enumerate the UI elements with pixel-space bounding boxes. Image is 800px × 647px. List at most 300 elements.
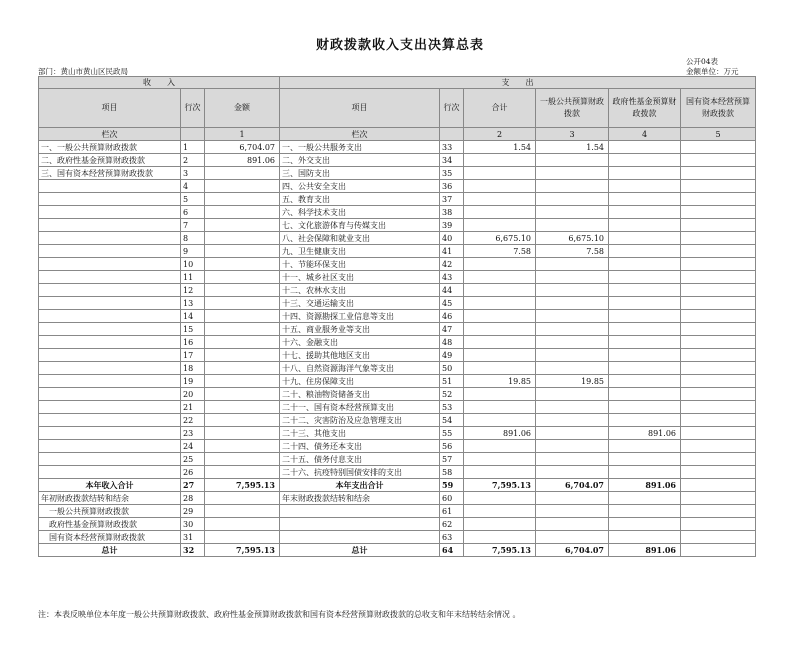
income-line: 7 bbox=[181, 219, 205, 232]
expense-line: 59 bbox=[440, 479, 464, 492]
income-line: 14 bbox=[181, 310, 205, 323]
soe-budget bbox=[681, 531, 756, 544]
table-row bbox=[39, 271, 756, 284]
table-row bbox=[39, 232, 756, 245]
soe-budget bbox=[681, 479, 756, 492]
general-budget bbox=[536, 427, 609, 440]
table-row bbox=[39, 492, 756, 505]
income-amount bbox=[205, 518, 280, 531]
soe-budget bbox=[681, 219, 756, 232]
income-amount bbox=[205, 258, 280, 271]
income-item bbox=[39, 427, 181, 440]
expense-line: 54 bbox=[440, 414, 464, 427]
income-item bbox=[39, 453, 181, 466]
income-amount bbox=[205, 310, 280, 323]
col-fund-budget: 政府性基金预算财政拨款 bbox=[609, 89, 681, 128]
general-budget bbox=[536, 401, 609, 414]
income-amount bbox=[205, 375, 280, 388]
expense-item: 十六、金融支出 bbox=[280, 336, 440, 349]
soe-budget bbox=[681, 492, 756, 505]
soe-budget bbox=[681, 193, 756, 206]
expense-line: 37 bbox=[440, 193, 464, 206]
income-amount bbox=[205, 206, 280, 219]
expense-total bbox=[464, 388, 536, 401]
expense-total: 891.06 bbox=[464, 427, 536, 440]
fund-budget bbox=[609, 141, 681, 154]
fund-budget bbox=[609, 518, 681, 531]
table-row bbox=[39, 531, 756, 544]
income-item bbox=[39, 245, 181, 258]
expense-total bbox=[464, 492, 536, 505]
income-amount bbox=[205, 388, 280, 401]
general-budget bbox=[536, 219, 609, 232]
income-amount bbox=[205, 349, 280, 362]
fund-budget bbox=[609, 271, 681, 284]
expense-total bbox=[464, 323, 536, 336]
soe-budget bbox=[681, 401, 756, 414]
income-line: 27 bbox=[181, 479, 205, 492]
expense-total bbox=[464, 440, 536, 453]
soe-budget bbox=[681, 388, 756, 401]
income-amount bbox=[205, 245, 280, 258]
income-line: 8 bbox=[181, 232, 205, 245]
col-soe-budget: 国有资本经营预算财政拨款 bbox=[681, 89, 756, 128]
income-line: 2 bbox=[181, 154, 205, 167]
income-line: 29 bbox=[181, 505, 205, 518]
income-item: 总计 bbox=[39, 544, 181, 557]
income-amount bbox=[205, 440, 280, 453]
table-note: 注：本表反映单位本年度一般公共预算财政拨款、政府性基金预算财政拨款和国有资本经营预算财政拨款的总收支和年末结转结余情况 。 bbox=[38, 610, 521, 619]
expense-line: 34 bbox=[440, 154, 464, 167]
expense-total bbox=[464, 453, 536, 466]
income-line: 19 bbox=[181, 375, 205, 388]
general-budget bbox=[536, 180, 609, 193]
soe-budget bbox=[681, 232, 756, 245]
income-amount bbox=[205, 193, 280, 206]
income-line: 31 bbox=[181, 531, 205, 544]
soe-budget bbox=[681, 310, 756, 323]
expense-line: 56 bbox=[440, 440, 464, 453]
table-row bbox=[39, 284, 756, 297]
general-budget: 7.58 bbox=[536, 245, 609, 258]
income-item bbox=[39, 310, 181, 323]
expense-total: 7,595.13 bbox=[464, 544, 536, 557]
income-line: 10 bbox=[181, 258, 205, 271]
expense-line: 51 bbox=[440, 375, 464, 388]
income-item bbox=[39, 232, 181, 245]
expense-line: 42 bbox=[440, 258, 464, 271]
income-line: 24 bbox=[181, 440, 205, 453]
general-budget bbox=[536, 505, 609, 518]
income-line: 30 bbox=[181, 518, 205, 531]
income-item bbox=[39, 193, 181, 206]
income-line: 16 bbox=[181, 336, 205, 349]
expense-item bbox=[280, 531, 440, 544]
table-row bbox=[39, 193, 756, 206]
fund-budget bbox=[609, 245, 681, 258]
expense-item: 总计 bbox=[280, 544, 440, 557]
general-budget bbox=[536, 206, 609, 219]
table-row bbox=[39, 362, 756, 375]
fund-budget: 891.06 bbox=[609, 544, 681, 557]
fund-budget bbox=[609, 375, 681, 388]
general-budget bbox=[536, 531, 609, 544]
income-amount bbox=[205, 414, 280, 427]
col-income-item: 项目 bbox=[39, 89, 181, 128]
fund-budget bbox=[609, 284, 681, 297]
income-item bbox=[39, 297, 181, 310]
table-row bbox=[39, 219, 756, 232]
table-row bbox=[39, 141, 756, 154]
soe-budget bbox=[681, 284, 756, 297]
expense-line: 35 bbox=[440, 167, 464, 180]
soe-budget bbox=[681, 349, 756, 362]
table-row bbox=[39, 154, 756, 167]
expense-total bbox=[464, 258, 536, 271]
fund-budget bbox=[609, 193, 681, 206]
income-item bbox=[39, 336, 181, 349]
soe-budget bbox=[681, 271, 756, 284]
fund-budget bbox=[609, 336, 681, 349]
colnum-3: 3 bbox=[536, 128, 609, 141]
table-row bbox=[39, 518, 756, 531]
fund-budget bbox=[609, 401, 681, 414]
general-budget: 6,675.10 bbox=[536, 232, 609, 245]
income-line: 9 bbox=[181, 245, 205, 258]
expense-line: 33 bbox=[440, 141, 464, 154]
soe-budget bbox=[681, 154, 756, 167]
soe-budget bbox=[681, 544, 756, 557]
income-item bbox=[39, 180, 181, 193]
income-item: 年初财政拨款结转和结余 bbox=[39, 492, 181, 505]
soe-budget bbox=[681, 440, 756, 453]
income-item: 三、国有资本经营预算财政拨款 bbox=[39, 167, 181, 180]
soe-budget bbox=[681, 427, 756, 440]
colnum-1: 1 bbox=[205, 128, 280, 141]
expense-line: 45 bbox=[440, 297, 464, 310]
income-line: 26 bbox=[181, 466, 205, 479]
fund-budget bbox=[609, 323, 681, 336]
expense-line: 64 bbox=[440, 544, 464, 557]
expense-item: 六、科学技术支出 bbox=[280, 206, 440, 219]
table-row bbox=[39, 323, 756, 336]
income-amount: 7,595.13 bbox=[205, 544, 280, 557]
general-budget bbox=[536, 414, 609, 427]
soe-budget bbox=[681, 414, 756, 427]
income-amount bbox=[205, 453, 280, 466]
expense-item: 十八、自然资源海洋气象等支出 bbox=[280, 362, 440, 375]
income-item bbox=[39, 206, 181, 219]
soe-budget bbox=[681, 245, 756, 258]
expense-total: 6,675.10 bbox=[464, 232, 536, 245]
expense-item: 二十六、抗疫特别国债安排的支出 bbox=[280, 466, 440, 479]
fund-budget bbox=[609, 388, 681, 401]
income-amount: 6,704.07 bbox=[205, 141, 280, 154]
table-row bbox=[39, 297, 756, 310]
expense-line: 55 bbox=[440, 427, 464, 440]
expense-line: 60 bbox=[440, 492, 464, 505]
expense-item: 十二、农林水支出 bbox=[280, 284, 440, 297]
expense-line: 57 bbox=[440, 453, 464, 466]
expense-total bbox=[464, 219, 536, 232]
expense-line: 43 bbox=[440, 271, 464, 284]
expense-item: 十九、住房保障支出 bbox=[280, 375, 440, 388]
fund-budget bbox=[609, 414, 681, 427]
colnum-label-2: 栏次 bbox=[280, 128, 440, 141]
expense-total bbox=[464, 362, 536, 375]
expense-total bbox=[464, 531, 536, 544]
income-amount bbox=[205, 427, 280, 440]
fund-budget bbox=[609, 440, 681, 453]
expense-line: 44 bbox=[440, 284, 464, 297]
expense-total bbox=[464, 310, 536, 323]
table-row bbox=[39, 206, 756, 219]
expense-total: 1.54 bbox=[464, 141, 536, 154]
income-item bbox=[39, 375, 181, 388]
colnum-label: 栏次 bbox=[39, 128, 181, 141]
expense-line: 49 bbox=[440, 349, 464, 362]
table-row bbox=[39, 505, 756, 518]
expense-total: 7,595.13 bbox=[464, 479, 536, 492]
income-item: 国有资本经营预算财政拨款 bbox=[39, 531, 181, 544]
general-budget bbox=[536, 193, 609, 206]
expense-line: 61 bbox=[440, 505, 464, 518]
expense-item: 十四、资源勘探工业信息等支出 bbox=[280, 310, 440, 323]
expense-item: 二十三、其他支出 bbox=[280, 427, 440, 440]
unit-label: 金额单位：万元 bbox=[686, 67, 739, 76]
general-budget bbox=[536, 349, 609, 362]
expense-line: 38 bbox=[440, 206, 464, 219]
income-amount bbox=[205, 531, 280, 544]
income-line: 18 bbox=[181, 362, 205, 375]
expense-line: 58 bbox=[440, 466, 464, 479]
expense-item: 十七、援助其他地区支出 bbox=[280, 349, 440, 362]
income-item bbox=[39, 401, 181, 414]
income-item bbox=[39, 323, 181, 336]
general-budget bbox=[536, 167, 609, 180]
colnum-blank-2 bbox=[440, 128, 464, 141]
income-amount bbox=[205, 219, 280, 232]
income-amount bbox=[205, 362, 280, 375]
income-line: 23 bbox=[181, 427, 205, 440]
expense-item bbox=[280, 518, 440, 531]
general-budget bbox=[536, 284, 609, 297]
soe-budget bbox=[681, 375, 756, 388]
fund-budget bbox=[609, 466, 681, 479]
fund-budget bbox=[609, 258, 681, 271]
expense-total bbox=[464, 180, 536, 193]
fund-budget bbox=[609, 453, 681, 466]
fund-budget bbox=[609, 232, 681, 245]
expense-item: 十、节能环保支出 bbox=[280, 258, 440, 271]
income-line: 5 bbox=[181, 193, 205, 206]
colnum-blank bbox=[181, 128, 205, 141]
fund-budget bbox=[609, 297, 681, 310]
expense-line: 47 bbox=[440, 323, 464, 336]
col-expense-item: 项目 bbox=[280, 89, 440, 128]
expense-total bbox=[464, 336, 536, 349]
income-amount bbox=[205, 297, 280, 310]
income-line: 21 bbox=[181, 401, 205, 414]
income-item bbox=[39, 414, 181, 427]
expense-item: 二十、粮油物资储备支出 bbox=[280, 388, 440, 401]
income-amount: 891.06 bbox=[205, 154, 280, 167]
general-budget bbox=[536, 297, 609, 310]
fund-budget bbox=[609, 154, 681, 167]
expense-item: 八、社会保障和就业支出 bbox=[280, 232, 440, 245]
table-row bbox=[39, 414, 756, 427]
expense-total: 19.85 bbox=[464, 375, 536, 388]
soe-budget bbox=[681, 336, 756, 349]
expense-line: 48 bbox=[440, 336, 464, 349]
fund-budget: 891.06 bbox=[609, 479, 681, 492]
expense-line: 62 bbox=[440, 518, 464, 531]
table-row bbox=[39, 310, 756, 323]
table-row bbox=[39, 336, 756, 349]
soe-budget bbox=[681, 167, 756, 180]
income-line: 17 bbox=[181, 349, 205, 362]
general-budget bbox=[536, 323, 609, 336]
fund-budget bbox=[609, 531, 681, 544]
fund-budget bbox=[609, 505, 681, 518]
general-budget bbox=[536, 271, 609, 284]
income-item: 本年收入合计 bbox=[39, 479, 181, 492]
general-budget: 6,704.07 bbox=[536, 544, 609, 557]
expense-line: 36 bbox=[440, 180, 464, 193]
general-budget bbox=[536, 440, 609, 453]
table-row bbox=[39, 466, 756, 479]
expense-item: 二、外交支出 bbox=[280, 154, 440, 167]
fund-budget bbox=[609, 206, 681, 219]
income-line: 1 bbox=[181, 141, 205, 154]
table-row bbox=[39, 401, 756, 414]
expense-line: 53 bbox=[440, 401, 464, 414]
income-line: 20 bbox=[181, 388, 205, 401]
fund-budget bbox=[609, 180, 681, 193]
table-row bbox=[39, 453, 756, 466]
table-row bbox=[39, 349, 756, 362]
expense-total bbox=[464, 167, 536, 180]
income-item bbox=[39, 284, 181, 297]
table-row bbox=[39, 440, 756, 453]
expense-item: 十五、商业服务业等支出 bbox=[280, 323, 440, 336]
fund-budget bbox=[609, 492, 681, 505]
income-amount bbox=[205, 401, 280, 414]
income-line: 6 bbox=[181, 206, 205, 219]
income-item bbox=[39, 349, 181, 362]
soe-budget bbox=[681, 180, 756, 193]
expense-total: 7.58 bbox=[464, 245, 536, 258]
soe-budget bbox=[681, 258, 756, 271]
expense-item: 二十五、债务付息支出 bbox=[280, 453, 440, 466]
income-item: 一般公共预算财政拨款 bbox=[39, 505, 181, 518]
soe-budget bbox=[681, 362, 756, 375]
table-row bbox=[39, 167, 756, 180]
income-line: 15 bbox=[181, 323, 205, 336]
income-line: 3 bbox=[181, 167, 205, 180]
table-row bbox=[39, 427, 756, 440]
general-budget bbox=[536, 518, 609, 531]
income-amount bbox=[205, 336, 280, 349]
income-amount bbox=[205, 271, 280, 284]
income-item: 二、政府性基金预算财政拨款 bbox=[39, 154, 181, 167]
table-row bbox=[39, 375, 756, 388]
expense-item: 二十一、国有资本经营预算支出 bbox=[280, 401, 440, 414]
general-budget bbox=[536, 492, 609, 505]
income-amount bbox=[205, 284, 280, 297]
col-income-line: 行次 bbox=[181, 89, 205, 128]
expense-total bbox=[464, 466, 536, 479]
general-budget bbox=[536, 310, 609, 323]
income-amount: 7,595.13 bbox=[205, 479, 280, 492]
table-row bbox=[39, 180, 756, 193]
expense-line: 46 bbox=[440, 310, 464, 323]
income-item bbox=[39, 466, 181, 479]
income-amount bbox=[205, 232, 280, 245]
income-line: 32 bbox=[181, 544, 205, 557]
income-item bbox=[39, 440, 181, 453]
expense-line: 63 bbox=[440, 531, 464, 544]
colnum-4: 4 bbox=[609, 128, 681, 141]
expense-total bbox=[464, 193, 536, 206]
fund-budget bbox=[609, 349, 681, 362]
general-budget: 6,704.07 bbox=[536, 479, 609, 492]
department-label: 部门：黄山市黄山区民政局 bbox=[38, 67, 128, 76]
soe-budget bbox=[681, 466, 756, 479]
table-row bbox=[39, 258, 756, 271]
general-budget bbox=[536, 453, 609, 466]
col-general-budget: 一般公共预算财政拨款 bbox=[536, 89, 609, 128]
expense-total bbox=[464, 271, 536, 284]
table-row bbox=[39, 245, 756, 258]
soe-budget bbox=[681, 206, 756, 219]
colnum-5: 5 bbox=[681, 128, 756, 141]
income-item bbox=[39, 362, 181, 375]
income-item bbox=[39, 219, 181, 232]
soe-budget bbox=[681, 141, 756, 154]
general-budget: 19.85 bbox=[536, 375, 609, 388]
income-line: 28 bbox=[181, 492, 205, 505]
income-item bbox=[39, 388, 181, 401]
colnum-2: 2 bbox=[464, 128, 536, 141]
soe-budget bbox=[681, 453, 756, 466]
expense-line: 50 bbox=[440, 362, 464, 375]
income-amount bbox=[205, 167, 280, 180]
income-section-header: 收 入 bbox=[39, 77, 280, 89]
col-expense-line: 行次 bbox=[440, 89, 464, 128]
income-line: 25 bbox=[181, 453, 205, 466]
income-amount bbox=[205, 492, 280, 505]
income-item bbox=[39, 271, 181, 284]
income-line: 11 bbox=[181, 271, 205, 284]
table-row bbox=[39, 388, 756, 401]
expense-total bbox=[464, 297, 536, 310]
expense-item: 二十四、债务还本支出 bbox=[280, 440, 440, 453]
expense-item: 四、公共安全支出 bbox=[280, 180, 440, 193]
budget-table bbox=[38, 76, 756, 557]
expense-item: 十一、城乡社区支出 bbox=[280, 271, 440, 284]
expense-total bbox=[464, 284, 536, 297]
expense-total bbox=[464, 349, 536, 362]
expense-total bbox=[464, 206, 536, 219]
table-row bbox=[39, 479, 756, 492]
col-income-amount: 金额 bbox=[205, 89, 280, 128]
income-line: 13 bbox=[181, 297, 205, 310]
report-title: 财政拨款收入支出决算总表 bbox=[315, 38, 484, 53]
general-budget bbox=[536, 258, 609, 271]
expense-section-header: 支 出 bbox=[280, 77, 756, 89]
income-item bbox=[39, 258, 181, 271]
